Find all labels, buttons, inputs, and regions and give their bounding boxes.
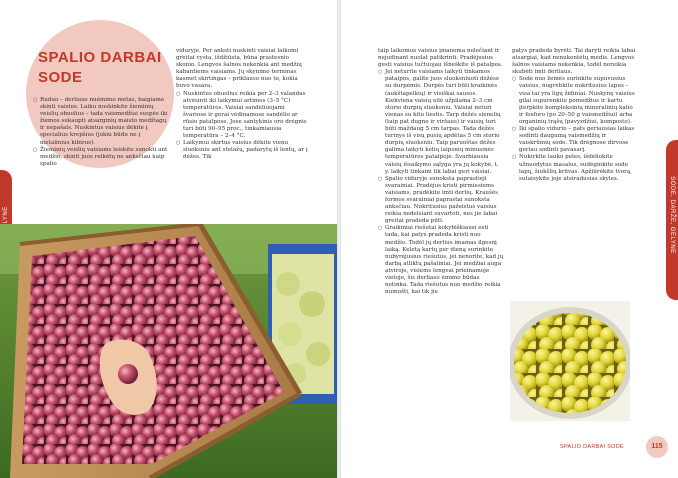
paragraph: ○ Nukirkite lauko peles, išdėliokite užnuodytus masalus, sudėginkite sode lapų, šiukšlių krūvas. Apžiūrėkite tvorą, sutaisykite joje atsiradusias skyles.: [512, 154, 638, 182]
title-line-1: SPALIO DARBAI: [38, 49, 162, 66]
text-column-2: [176, 48, 308, 162]
page-number: 115: [646, 436, 668, 458]
text-column-1: [33, 97, 169, 168]
paragraph: viduryje. Per anksti nuskinti vaisiai laikomi greitai vysta, išdžiūsta, būna prastesnio skonio. Lengvos šalnos nekenkia ant medžių kabantiems vaisiams. Jų skynimo terminas kasmet skirtingas – priklauso nuo to, kokia buvo vasara.: [176, 48, 302, 90]
running-footer: SPALIO DARBAI SODE: [560, 444, 624, 450]
paragraph: patys pradeda byrėti. Tai daryti reikia labai atsargiai, kad nenukentėtų medis. Lengvos šalnos vaisiams nekenkia, todėl nereikia skubėti imti derliaus.: [512, 48, 636, 76]
paragraph: taip laikomus vaisius įmanoma nelečiant ir nejudinant nuolat patikrinti. Pradėjusius gesti vaisius tučtuojau išneškite iš patalpos.: [378, 48, 503, 69]
paragraph: ○ Spalio viduryje sunoksta paprastieji svarainiai. Pradėjus kristi pirmiesiems vaisiams, pradėkite imti derlių. Kraušės formos svarainiai paprastai sunoksta anksčiau. Nukritusius pažeistus vaisius reikia nedelsiant suvartoti, nes jie labai greitai pradeda pūti.: [378, 176, 504, 226]
section-side-tab-right: [666, 140, 678, 300]
paragraph: ○ Iki spalio vidurio – pats geriausias laikas sodinti daugumą vaismedžių ir vaiskrūmių sode. Tik drėgnose dirvose geriau sodinti pavasarį.: [512, 126, 638, 154]
quince-bowl-image: [510, 301, 630, 421]
quince-photo-illustration: [510, 301, 630, 421]
text-column-3: [378, 48, 504, 296]
paragraph: ○ Graikiniai riešutai kokybiškiausi esti tada, kai patys pradeda kristi nuo medžio. Todėl jų derlius imamas ilgesnį laiką. Keletą kartų per dieną surinkite nubyrėjusius riešutus, jei nenorite, kad jų darbą atliktų pašaliniai. Jei medžiai auga atvirojе, visiems lengvai prieinamoje vietoje, šis derliaus ėmimo būdas netinka. Tada riešutus nuo medžio reikia numušti, kai tik jie: [378, 225, 504, 296]
left-page: [0, 0, 337, 478]
paragraph: ○ Nuskintus obuolius reikia per 2–3 valandas atvėsinti iki laikymui artimos (3–5 °C) temperatūros. Vaisiai sandėliuojami švariose ir gerai vėdinamose sandėlio ar rūsio patalpose. Jose santykinis oro drėgnis turi būti 90–95 proc., tinkamiausia temperatūra – 2–4 °C.: [176, 91, 308, 141]
title-line-2: SODE: [38, 69, 83, 86]
paragraph: ○ Ruduo – derliaus nuėmimo metas, baigiame skinti vaisius. Laiku nuskinkite žieminių veislių obuolius – tada vaismedžiai suspės iki žiemos sukaupti atsarginių maisto medžiagų ir nepašals. Nuskintus vaisius dėkite į specialius krepšius (jokiu būdu ne į metalinius kibirus).: [33, 97, 169, 147]
paragraph: ○ Žieminių veislių vaisiams leiskite sunokti ant medžio, skinti juos reikėtų ne anksčiau kaip spalio: [33, 147, 169, 168]
text-column-4: [512, 48, 638, 183]
side-tab-label: SODE, DARŽE, GĖLYNE: [669, 176, 675, 254]
paragraph: ○ Sode nuo žemės surinkite supuvusius vaisius, nugrėbkite nukritusius lapus – visa tai yra ligų židiniai. Nuskynę vaisius gilai supurenkite pomedžius ir kartu įterpkite kompleksinių mineralinių kalio ir fosforo (po 20–50 g vaismedžiui) arba organinių trąšų (pavyzdžiui, komposto).: [512, 76, 638, 126]
plums-in-crate-image: [0, 224, 337, 478]
paragraph: ○ Jei neturite vaisiams laikyti tinkamos patalpos, galite juos sluoksniuoti dėžėse su durpėmis. Durpės turi būti kraikinės (aukštapelkių) ir visiškai sausos. Kiekviena vaisių eilė užpilama 2–3 cm storio durpių sluoksniu. Vaisiai neturi vienas su kitu liestis. Tarp dėžės sienelių (taip pat dugno ir viršaus) ir vaisių turi būti maždaug 5 cm tarpas. Tada dėžės turinys iš visų pusių apdėtas 5 cm storio durpių sluoksniu. Taip paruoštas dėžes galima laikyti kelių laipsnių minusinės temperatūros patalpoje. Svarbiausia vaisių išsaikymo sąlyga yra jų kokybė, t. y. laikyti tinkami tik labai geri vaisiai.: [378, 69, 504, 175]
page-title: [38, 48, 168, 88]
plums-photo-illustration: [0, 224, 337, 478]
paragraph: ○ Laikymui skirtus vaisius dėkite vienu sluoksniu ant stelažų, padarytų iš lentų, ar į dėžes. Tik: [176, 140, 308, 161]
